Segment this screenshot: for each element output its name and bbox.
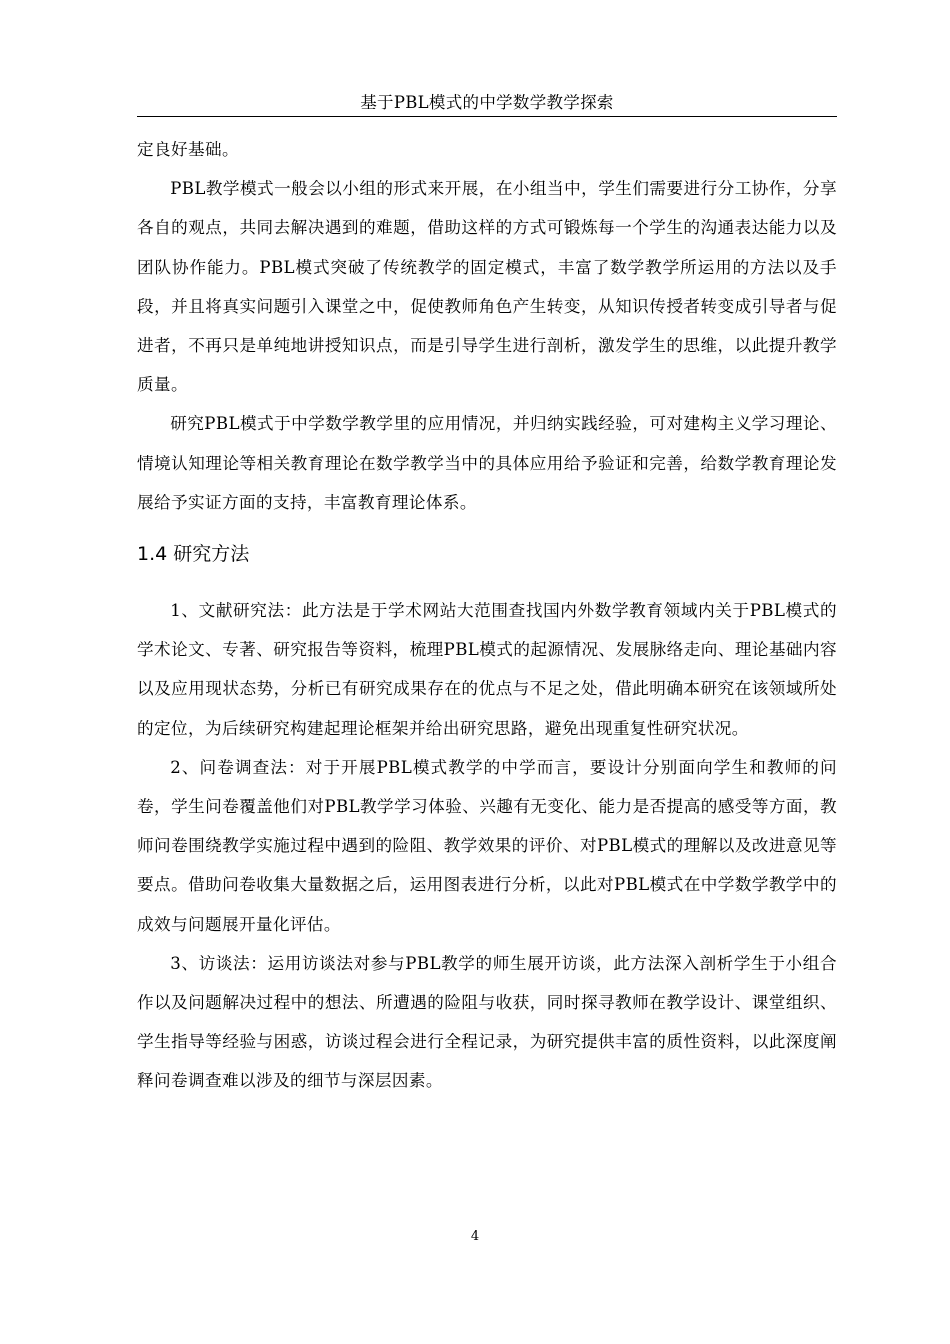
paragraph-literature-method: 1、文献研究法：此方法是于学术网站大范围查找国内外数学教育领域内关于PBL模式的学术论文、专著、研究报告等资料，梳理PBL模式的起源情况、发展脉络走向、理论基础内容以及应用现状态势，分析已有研究成果存在的优点与不足之处，借此明确本研究在该领域所处的定位，为后续研究构建起理论框架并给出研究思路，避免出现重复性研究状况。 [137,601,837,738]
paragraph-interview-method: 3、访谈法：运用访谈法对参与PBL教学的师生展开访谈，此方法深入剖析学生于小组合作以及问题解决过程中的想法、所遭遇的险阻与收获，同时探寻教师在教学设计、课堂组织、学生指导等经验与困惑，访谈过程会进行全程记录，为研究提供丰富的质性资料，以此深度阐释问卷调查难以涉及的细节与深层因素。 [137,953,837,1091]
document-body [137,130,837,1101]
paragraph-research-significance: 研究PBL模式于中学数学教学里的应用情况，并归纳实践经验，可对建构主义学习理论、情境认知理论等相关教育理论在数学教学当中的具体应用给予验证和完善，给数学教育理论发展给予实证方面的支持，丰富教育理论体系。 [137,414,837,512]
paragraph-pbl-group-work: PBL教学模式一般会以小组的形式来开展，在小组当中，学生们需要进行分工协作，分享各自的观点，共同去解决遇到的难题，借助这样的方式可锻炼每一个学生的沟通表达能力以及团队协作能力。PBL模式突破了传统教学的固定模式，丰富了数学教学所运用的方法以及手段，并且将真实问题引入课堂之中，促使教师角色产生转变，从知识传授者转变成引导者与促进者，不再只是单纯地讲授知识点，而是引导学生进行剖析，激发学生的思维，以此提升教学质量。 [137,179,837,395]
paragraph-questionnaire-method: 2、问卷调查法：对于开展PBL模式教学的中学而言，要设计分别面向学生和教师的问卷，学生问卷覆盖他们对PBL教学学习体验、兴趣有无变化、能力是否提高的感受等方面，教师问卷围绕教学实施过程中遇到的险阻、教学效果的评价、对PBL模式的理解以及改进意见等要点。借助问卷收集大量数据之后，运用图表进行分析，以此对PBL模式在中学数学教学中的成效与问题展开量化评估。 [137,757,837,934]
section-heading-research-methods: 1.4 研究方法 [137,543,250,566]
header-rule [137,116,837,117]
page-number: 4 [470,1229,480,1244]
running-header: 基于PBL模式的中学数学教学探索 [360,93,614,112]
paragraph-continuation: 定良好基础。 [137,140,239,159]
